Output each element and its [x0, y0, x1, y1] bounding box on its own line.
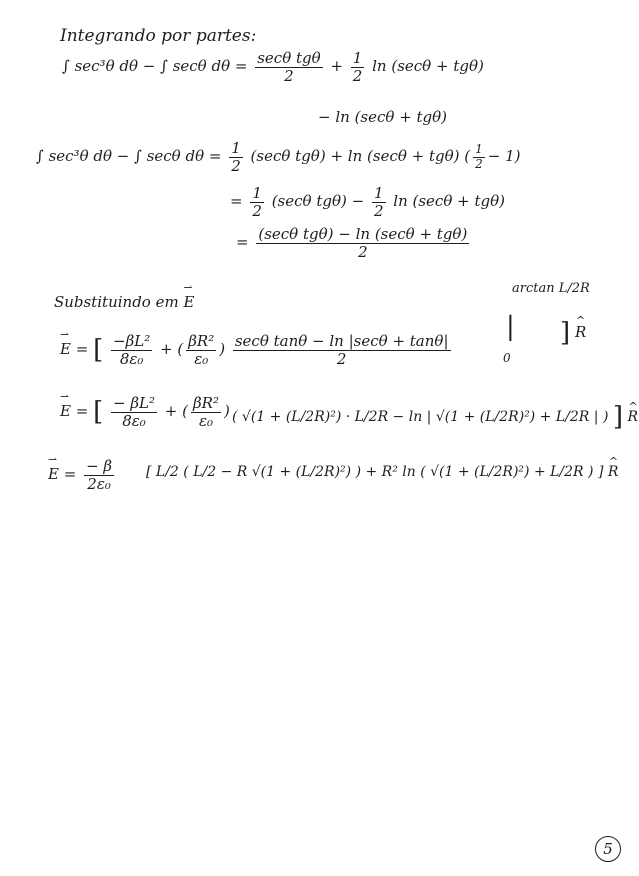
substitution-text: Substituindo em: [54, 293, 179, 311]
eqE2-close-bracket: ]: [612, 402, 624, 432]
substitution-line: [54, 293, 194, 311]
eqE2-body-group: [232, 402, 638, 432]
integral-lower-limit: 0: [503, 351, 511, 365]
eq3-equals: =: [230, 192, 243, 210]
eqE1-t3-denominator: 2: [336, 349, 347, 368]
eqE2-equals: =: [75, 402, 89, 420]
eqE2-open-bracket: [: [93, 397, 104, 427]
field-equation-1: ⇀ E = [ $\frac{\text{−βL²}}{\text{8ε₀}}$ + ( $\frac{\text{βR²}}{\text{ε₀}}$ ) $\frac{\text{secθ tanθ − ln |secθ + tanθ|}}{2}$: [60, 333, 454, 367]
page-number-circle: [595, 836, 621, 862]
eq1-frac2-denominator: 2: [352, 66, 363, 85]
eqE2-term-1: [111, 395, 157, 429]
eqE3-coef-numerator: − β: [86, 457, 113, 475]
eq1-frac1-denominator: 2: [284, 66, 294, 85]
eq4-numerator: (secθ tgθ) − ln (secθ + tgθ): [258, 225, 468, 243]
page-number: 5: [603, 840, 613, 858]
eq3-frac1-denominator: 2: [252, 201, 262, 220]
field-equation-2: ⇀ E = [ $\frac{\text{− βL²}}{\text{8ε₀}}$ + ( $\frac{\text{βR²}}{\text{ε₀}}$ ): [60, 395, 230, 429]
eqE1-close-bracket: ]: [560, 318, 571, 348]
eq2-middle: (secθ tgθ) + ln (secθ + tgθ) (: [250, 147, 471, 165]
eq2-fraction-2: [473, 143, 485, 170]
equation-1-line-2: − ln (secθ + tgθ): [318, 108, 448, 126]
eqE1-t1-denominator: 8ε₀: [119, 349, 144, 368]
eqE1-t2-numerator: βR²: [188, 332, 215, 350]
eqE2-t2-numerator: βR²: [193, 394, 219, 412]
eqE1-t2-denominator: ε₀: [194, 349, 209, 368]
eq2-tail: − 1): [487, 147, 521, 165]
eqE2-t1-denominator: 8ε₀: [122, 411, 146, 430]
eq2-frac1-numerator: 1: [231, 139, 241, 157]
eqE3-coef-denominator: 2ε₀: [87, 474, 111, 493]
eq2-frac1-denominator: 2: [231, 156, 241, 175]
integral-upper-limit: arctan L/2R: [512, 281, 590, 296]
eq3-frac1-numerator: 1: [252, 184, 262, 202]
eqE3-body-group: [146, 464, 618, 480]
field-equation-3: [48, 458, 117, 492]
eq1-fraction-2: [351, 50, 365, 84]
eqE1-close-group: [560, 318, 586, 348]
eqE1-plus: +: [160, 340, 173, 358]
eq3-fraction-1: [250, 185, 264, 219]
eq1-tail: ln (secθ + tgθ): [372, 57, 484, 75]
eqE2-unit-vector: ^ R: [627, 409, 638, 425]
eqE1-unit-vector: ^ R: [575, 323, 586, 341]
eq3-frac2-numerator: 1: [373, 184, 384, 202]
eq4-denominator: 2: [358, 242, 368, 261]
eqE3-equals: =: [63, 465, 77, 483]
equation-4: [236, 226, 472, 260]
eq3-middle: (secθ tgθ) −: [271, 192, 365, 210]
eqE1-term-1: [111, 333, 152, 367]
eq1-fraction-1: [255, 50, 322, 84]
eqE1-term-3: [233, 333, 451, 367]
field-vector-symbol: ⇀ E: [184, 293, 195, 311]
eq2-fraction-1: [229, 140, 243, 174]
eqE1-open-bracket: [: [93, 335, 104, 365]
eq4-equals: =: [236, 233, 249, 251]
eqE1-E: ⇀ E: [60, 340, 71, 358]
eq1-lhs: ∫ sec³θ dθ − ∫ secθ dθ =: [62, 57, 248, 75]
eq1-frac2-numerator: 1: [352, 49, 363, 67]
eqE3-coefficient: [84, 458, 114, 492]
eq1-frac1-numerator: secθ tgθ: [257, 49, 321, 67]
eqE2-t2-denominator: ε₀: [198, 411, 214, 430]
eqE2-t1-numerator: − βL²: [113, 394, 156, 412]
eqE2-E: ⇀ E: [60, 402, 71, 420]
eq2-frac2-numerator: 1: [475, 142, 483, 157]
eq2-frac2-denominator: 2: [475, 156, 483, 171]
eqE3-unit-vector: ^ R: [608, 464, 619, 480]
eqE1-term-2: [186, 333, 216, 367]
eqE1-t1-numerator: −βL²: [113, 332, 151, 350]
eq3-frac2-denominator: 2: [373, 201, 384, 220]
eqE1-equals: =: [75, 340, 89, 358]
equation-1: [62, 50, 484, 84]
eqE3-body: [ L/2 ( L/2 − R √(1 + (L/2R)²) ) + R² ln ( √(1 + (L/2R)²) + L/2R ) ]: [146, 464, 604, 480]
equation-3: [230, 185, 505, 219]
eqE2-body: ( √(1 + (L/2R)²) · L/2R − ln | √(1 + (L/2R)²) + L/2R | ): [232, 409, 609, 425]
eqE1-t3-numerator: secθ tanθ − ln |secθ + tanθ|: [234, 332, 449, 350]
eqE3-E: ⇀ E: [48, 465, 59, 483]
eq3-tail: ln (secθ + tgθ): [393, 192, 505, 210]
heading: Integrando por partes:: [60, 26, 257, 46]
eq3-fraction-2: [372, 185, 386, 219]
equation-2: [36, 140, 521, 174]
eqE2-plus: +: [164, 402, 178, 420]
eqE2-term-2: [191, 395, 221, 429]
eq2-lhs: ∫ sec³θ dθ − ∫ secθ dθ =: [36, 147, 222, 165]
eq4-fraction: [256, 226, 469, 260]
eval-bar: |: [506, 312, 515, 342]
eq1-plus: +: [330, 57, 344, 75]
